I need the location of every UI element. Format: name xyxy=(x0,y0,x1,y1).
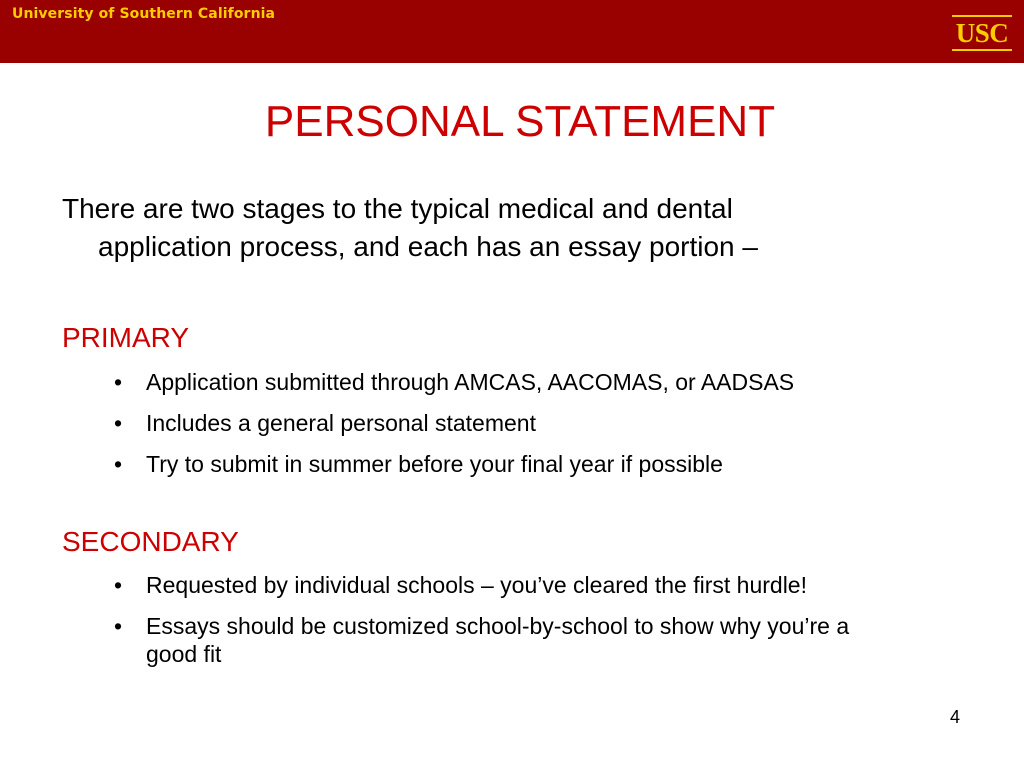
bullet-text: Requested by individual schools – you’ve cleared the first hurdle! xyxy=(146,572,807,598)
section-heading-primary: PRIMARY xyxy=(62,322,190,353)
bullet-icon: • xyxy=(114,451,123,477)
bullet-item xyxy=(112,368,992,396)
slide-title: PERSONAL STATEMENT xyxy=(264,97,776,146)
bullet-icon: • xyxy=(114,572,123,598)
bullet-icon: • xyxy=(114,410,123,436)
header-banner xyxy=(0,0,1024,63)
intro-line-1: There are two stages to the typical medical and dental xyxy=(62,193,733,224)
usc-logo-text: USC xyxy=(955,17,1009,48)
intro-line-2: application process, and each has an essay portion – xyxy=(98,231,758,262)
page-number: 4 xyxy=(950,707,961,727)
intro-paragraph xyxy=(62,190,962,266)
section-heading-secondary: SECONDARY xyxy=(62,526,239,557)
bullet-text: Try to submit in summer before your final year if possible xyxy=(146,451,723,477)
bullet-item xyxy=(112,571,992,599)
bullet-text: Essays should be customized school-by-school to show why you’re a good fit xyxy=(146,613,850,667)
bullet-item xyxy=(112,409,992,437)
bullet-item xyxy=(112,612,906,668)
bullet-text: Application submitted through AMCAS, AACOMAS, or AADSAS xyxy=(146,369,795,395)
bullet-icon: • xyxy=(114,613,123,639)
secondary-bullet-list xyxy=(112,571,992,681)
university-name: University of Southern California xyxy=(12,6,276,22)
bullet-icon: • xyxy=(114,369,123,395)
primary-bullet-list xyxy=(112,368,992,491)
bullet-text: Includes a general personal statement xyxy=(146,410,536,436)
usc-logo xyxy=(952,15,1012,51)
bullet-item xyxy=(112,450,992,478)
